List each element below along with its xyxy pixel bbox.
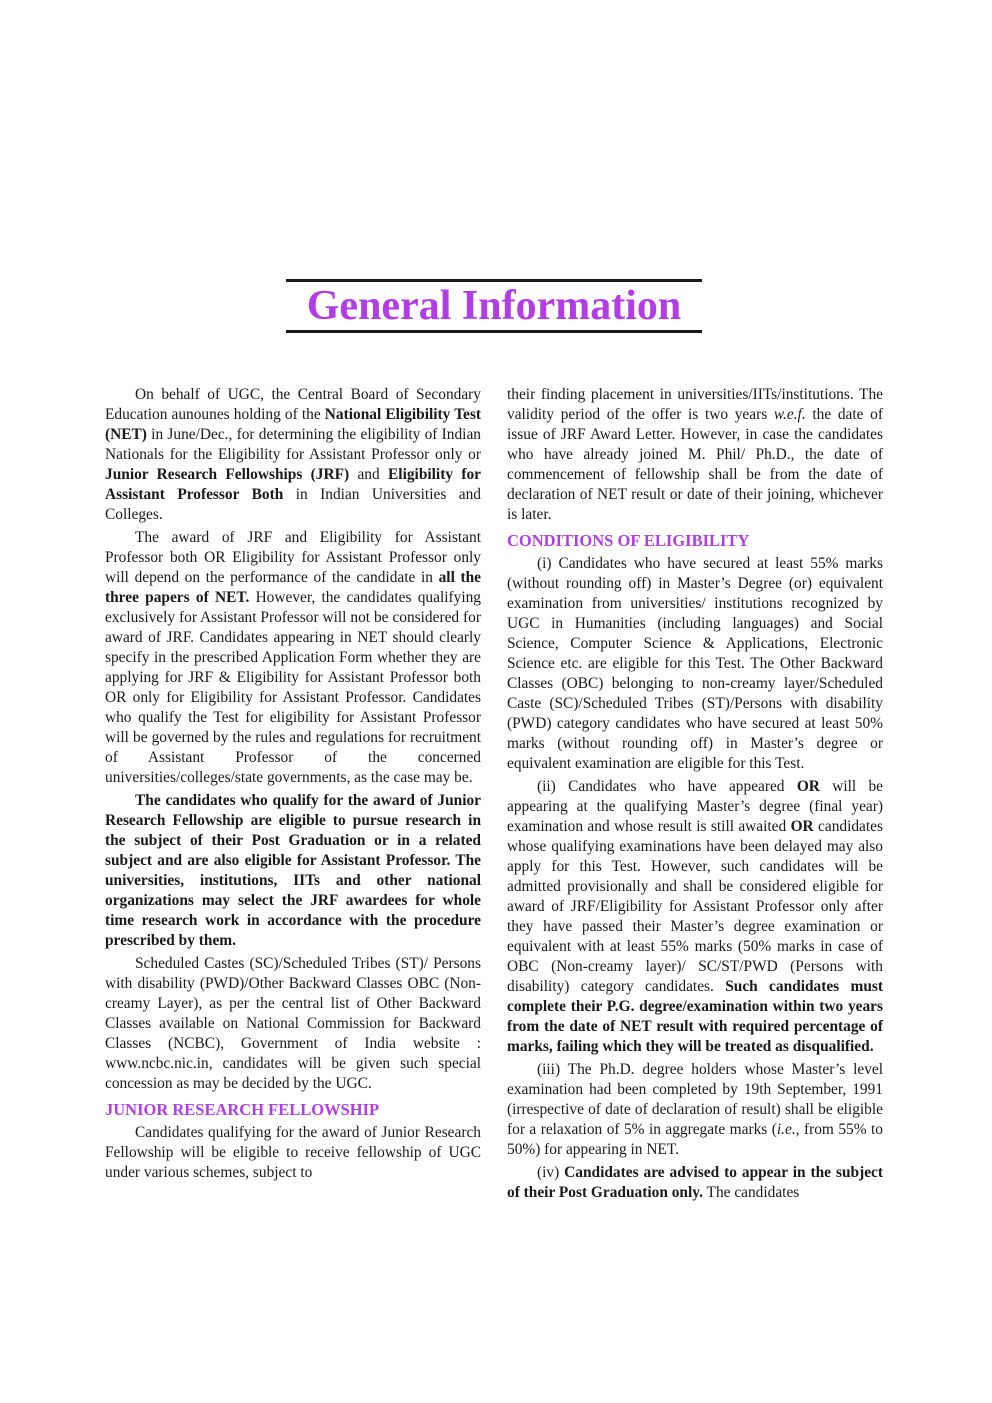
- text: the date of issue of JRF Award Letter. However, in case the candidates who have already joined M. Phil/ Ph.D., the date of commencement of fellowship shall be from the date of declaration of NET result or date of their joining, whichever is later.: [507, 406, 883, 523]
- bold-text: Eligibility for Assistant Professor Both: [105, 466, 482, 503]
- text: their finding placement in universities/IITs/institutions. The validity period of the offer is two years: [507, 386, 883, 423]
- bold-text: The candidates who qualify for the award of Junior Research Fellowship are eligible to pursue research in the subject of their Post Graduation or in a related subject and are also eligible for Assistant Professor. The universities, institutions, IITs and other national organizations may select the JRF awardees for whole time research work in accordance with the procedure prescribed by them.: [105, 792, 481, 949]
- bold-text: Junior Research Fellowships (JRF): [105, 466, 350, 483]
- left-column: [105, 385, 481, 1186]
- bold-text: Candidates are advised to appear in the subject of their Post Graduation only.: [507, 1164, 883, 1201]
- text: However, the candidates qualifying exclusively for Assistant Professor will not be considered for award of JRF. Candidates appearing in NET should clearly specify in the prescribed Application Form whether they are applying for JRF & Eligibility for Assistant Professor both OR only for Eligibility for Assistant Professor. Candidates who qualify the Test for eligibility for Assistant Professor will be governed by the rules and regulations for recruitment of Assistant Professor of the concerned universities/colleges/state governments, as the case may be.: [105, 589, 481, 786]
- jrf-fellowship-paragraph: Candidates qualifying for the award of Junior Research Fellowship will be eligible to receive fellowship of UGC under various schemes, subject to: [105, 1124, 481, 1181]
- text: in June/Dec., for determining the eligibility of Indian Nationals for the Eligibility for Assistant Professor only or: [105, 426, 481, 463]
- bold-text: OR: [790, 818, 814, 835]
- award-paragraph: [105, 528, 481, 788]
- placement-paragraph: [507, 385, 883, 525]
- condition-iii: [507, 1060, 883, 1160]
- text: On behalf of UGC, the Central Board of Secondary Education aunounes holding of the: [105, 386, 481, 423]
- text: The award of JRF and Eligibility for Assistant Professor both OR Eligibility for Assistant Professor only will depend on the performance of the candidate in: [105, 529, 481, 586]
- italic-text: w.e.f.: [773, 406, 806, 423]
- text: from 55% to 50%) for appearing in NET.: [507, 1121, 883, 1158]
- reserved-category-paragraph: Scheduled Castes (SC)/Scheduled Tribes (ST)/ Persons with disability (PWD)/Other Backward Classes OBC (Non-creamy Layer), as per the central list of Other Backward Classes available on National Commission for Backward Classes (NCBC), Government of India website : www.ncbc.nic.in, candidates will be given such special concession as may be decided by the UGC.: [105, 955, 481, 1092]
- intro-paragraph: [105, 385, 481, 525]
- heading-conditions: CONDITIONS OF ELIGIBILITY: [507, 531, 750, 550]
- text: The candidates: [702, 1184, 800, 1201]
- bold-text: OR: [796, 778, 820, 795]
- heading-jrf: JUNIOR RESEARCH FELLOWSHIP: [105, 1100, 380, 1119]
- text: candidates whose qualifying examinations have been delayed may also apply for this Test. However, such candidates will be admitted provisionally and shall be considered eligible for award of JRF/Eligibility for Assistant Professor only after they have passed their Master’s degree examination or equivalent with at least 55% marks (50% marks in case of OBC (Non-creamy layer)/ SC/ST/PWD (Persons with disability) category candidates.: [507, 818, 883, 995]
- bold-text: Such candidates must complete their P.G. degree/examination within two years from the date of NET result with required percentage of marks, failing which they will be treated as disqualified.: [507, 978, 883, 1055]
- condition-iv: [507, 1163, 883, 1203]
- jrf-eligibility-paragraph: [105, 791, 481, 951]
- right-column: [507, 385, 883, 1206]
- bold-text: National Eligibility Test (NET): [105, 406, 481, 443]
- bold-text: all the three papers of NET.: [105, 569, 481, 606]
- text: will be appearing at the qualifying Master’s degree (final year) examination and whose result is still awaited: [507, 778, 883, 835]
- text: and: [349, 466, 389, 483]
- text: (iii) The Ph.D. degree holders whose Master’s level examination had been completed by 19th September, 1991 (irrespective of date of declaration of result) shall be eligible for a relaxation of 5% in aggregate marks (: [507, 1061, 883, 1138]
- condition-i: (i) Candidates who have secured at least 55% marks (without rounding off) in Master’s Degree (or) equivalent examination from universities/ institutions recognized by UGC in Humanities (including languages) and Social Science, Computer Science & Applications, Electronic Science etc. are eligible for this Test. The Other Backward Classes (OBC) belonging to non-creamy layer/Scheduled Caste (SC)/Scheduled Tribes (ST)/Persons with disability (PWD) category candidates who have secured at least 50% marks (without rounding off) in Master’s degree or equivalent examination are eligible for this Test.: [507, 555, 883, 772]
- text: (iv): [537, 1164, 565, 1181]
- text: (ii) Candidates who have appeared: [537, 778, 797, 795]
- italic-text: i.e.,: [776, 1121, 800, 1138]
- title-box: [286, 279, 702, 333]
- condition-ii: [507, 777, 883, 1057]
- page-title: General Information: [306, 283, 682, 329]
- text: in Indian Universities and Colleges.: [105, 486, 481, 523]
